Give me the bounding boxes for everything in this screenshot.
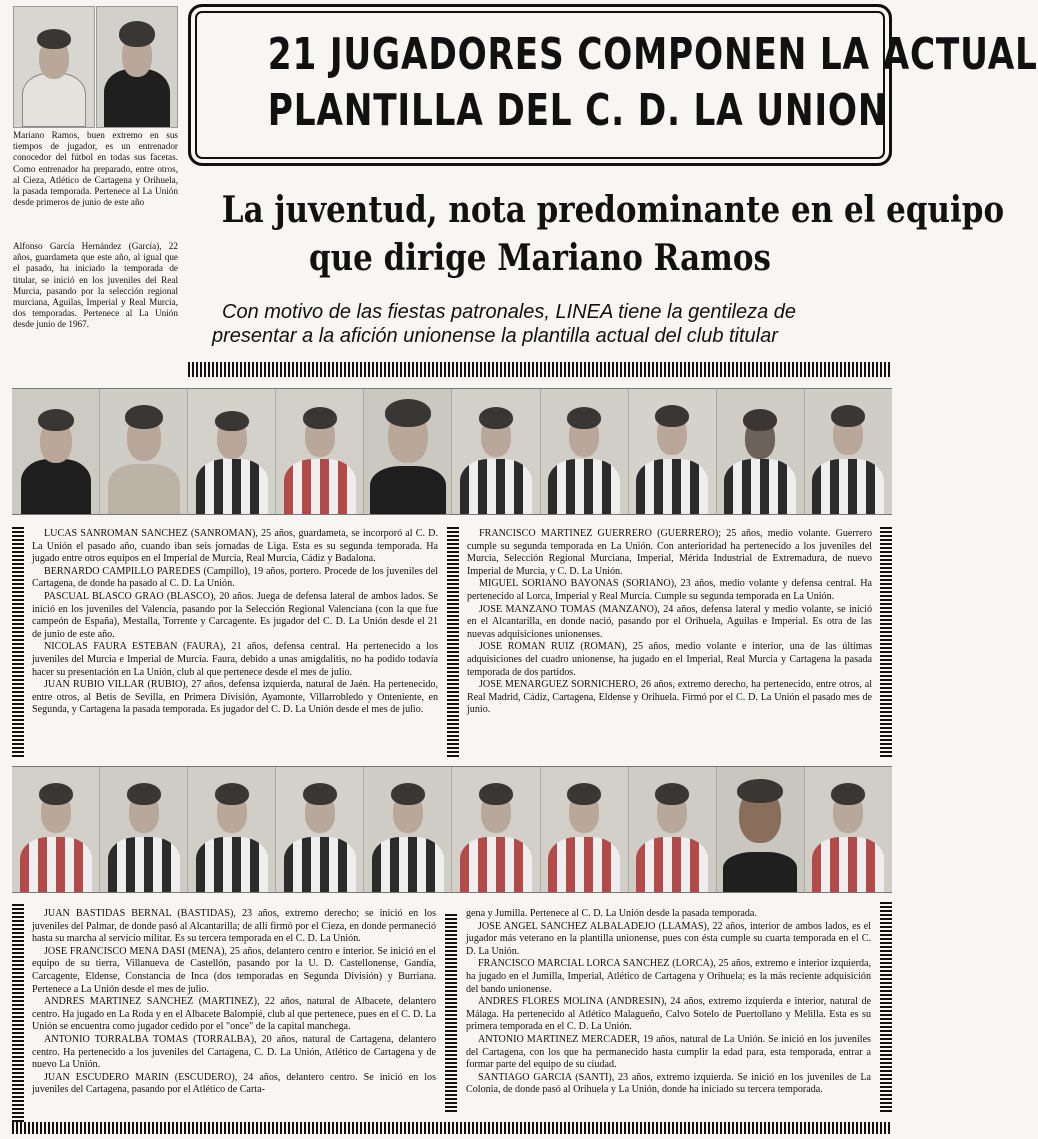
player-photo xyxy=(188,389,276,514)
player-photo xyxy=(541,767,629,892)
text-column xyxy=(32,528,438,717)
paragraph: ANDRES FLORES MOLINA (ANDRESIN), 24 años, extremo izquierda e interior, natural de Málaga. Ha pertenecido al Atlético Malagueño, Calvo Sotelo de Puertollano y Melilla. Esta es su primera temporada en el C. D. La Unión. xyxy=(466,996,871,1033)
paragraph: SANTIAGO GARCIA (SANTI), 23 años, extremo izquierda. Se inició en los juveniles de La Colonia, de donde pasó al Orihuela y La Unión, donde ha iniciado su tercera temporada. xyxy=(466,1071,871,1096)
paragraph: LUCAS SANROMAN SANCHEZ (SANROMAN), 25 años, guardameta, se incorporó al C. D. La Unión el pasado año, cuando iban seis jornadas de Liga. Esta es su segunda temporada. Ha jugado entre otros equipos en el Imperial de Murcia, Real Murcia, Cádiz y Badalona. xyxy=(32,528,438,565)
player-photo xyxy=(276,389,364,514)
player-photo xyxy=(100,767,188,892)
player-photo xyxy=(12,767,100,892)
paragraph: ANTONIO MARTINEZ MERCADER, 19 años, natural de La Unión. Se inició en los juveniles del Cartagena, con los que ha permanecido hasta cumplir la edad para, esta temporada, entrar a formar parte del equipo de su ciudad. xyxy=(466,1033,871,1071)
player-photo xyxy=(629,389,717,514)
intro-line-2: presentar a la afición unionense la plantilla actual del club titular xyxy=(212,325,778,347)
paragraph: JUAN RUBIO VILLAR (RUBIO), 27 años, defensa izquierda, natural de Jaén. Ha pertenecido, entre otros, al Betis de Sevilla, en Primera División, Ayamonte, Villarrobledo y Onteniente, en Segunda, y Cartagena la pasada temporada. Es jugador del C. D. La Unión desde el mes de julio. xyxy=(32,679,438,716)
subheadline-line-2: que dirige Mariano Ramos xyxy=(309,237,771,279)
paragraph: JOSE MENARGUEZ SORNICHERO, 26 años, extremo derecho, ha pertenecido, entre otros, al Real Madrid, Cádiz, Cartagena, Eldense y Orihuela. Firmó por el C. D. La Unión el pasado mes de junio. xyxy=(467,679,872,716)
paragraph: BERNARDO CAMPILLO PAREDES (Campillo), 19 años, portero. Procede de los juveniles del Cartagena, de donde ha pasado al C. D. La Unión. xyxy=(32,565,438,590)
paragraph: JOSE ROMAN RUIZ (ROMAN), 25 años, medio volante e interior, una de las últimas adquisiciones del cuadro unionense, ha jugado en el Imperial, Real Murcia y Cartagena la pasada temporada de dos partidos. xyxy=(467,641,872,678)
coach-photo xyxy=(13,6,95,128)
player-photo xyxy=(541,389,629,514)
player-photo xyxy=(364,389,452,514)
player-photo xyxy=(452,389,540,514)
photo-strip-bottom xyxy=(12,766,892,893)
paragraph: FRANCISCO MARTINEZ GUERRERO (GUERRERO); 25 años, medio volante. Guerrero cumple su segunda temporada en La Unión. Con anterioridad ha pertenecido a los juveniles del Murcia, Selección Regional Murciana, Imperial, Mérida Industrial de Extremadura, de nuevo Imperial de Murcia, y C. D. La Unión. xyxy=(467,528,872,577)
paragraph: NICOLAS FAURA ESTEBAN (FAURA), 21 años, defensa central. Ha pertenecido a los juveniles del Murcia e Imperial de Murcia. Faura, debido a unas amigdalitis, no ha podido todavía hacer su presentación en La Unión, club al que pertenece desde el mes de julio. xyxy=(32,641,438,678)
paragraph: JOSE MANZANO TOMAS (MANZANO), 24 años, defensa lateral y medio volante, se inició en el Alcantarilla, en donde nació, pasando por el Orihuela, Aguilas e Imperial. Es otra de las nuevas adquisiciones unionenses. xyxy=(467,603,872,640)
player-photo xyxy=(629,767,717,892)
paragraph: JOSE ANGEL SANCHEZ ALBALADEJO (LLAMAS), 22 años, interior de ambos lados, es el jugador más veterano en la plantilla unionense, pues con ésta cumple su cuarta temporada en el C. D. La Unión. xyxy=(466,920,871,957)
subheadline-line-1: La juventud, nota predominante en el equipo xyxy=(221,189,1005,231)
player-photo xyxy=(188,767,276,892)
headline-line-2: PLANTILLA DEL C. D. LA UNION xyxy=(267,85,888,136)
player-photo xyxy=(276,767,364,892)
coach-caption: Mariano Ramos, buen extremo en sus tiempos de jugador, es un entrenador conocedor del fútbol en todas sus facetas. Como entrenador ha preparado, entre otros, al Cieza, Atlético de Cartagena y Orihuela, la pasada temporada. Pertenece al La Unión desde primeros de junio de este año xyxy=(13,130,178,208)
player-photo xyxy=(12,389,100,514)
player-photo xyxy=(364,767,452,892)
paragraph: ANDRES MARTINEZ SANCHEZ (MARTINEZ), 22 años, natural de Albacete, delantero centro. Ha jugado en La Roda y en el Albacete Balompié, club al que pertenece, pues en el C. D. La Unión se encuentra como jugador cedido por el "once" de la capital manchega. xyxy=(32,996,436,1033)
column-rule-left xyxy=(12,525,24,757)
column-rule-right-2 xyxy=(880,902,892,1112)
text-column xyxy=(32,908,436,1097)
player-photo xyxy=(717,767,805,892)
player-photo xyxy=(100,389,188,514)
player-photo xyxy=(717,389,805,514)
column-rule-right xyxy=(880,525,892,757)
player-photo xyxy=(805,389,892,514)
paragraph: JOSE FRANCISCO MENA DASI (MENA), 25 años, delantero centro e interior. Se inició en el equipo de su tierra, Villanueva de Castellón, pasando por la U. D. Castellonense, Gandía, Carcagente, Eldense, Constancia de Inca (dos temporadas en Segunda División) y Burriana. Pertenece a La Unión desde el mes de julio. xyxy=(32,945,436,995)
goalkeeper-photo xyxy=(96,6,178,128)
text-column xyxy=(466,908,871,1097)
player-photo xyxy=(452,767,540,892)
intro-line-1: Con motivo de las fiestas patronales, LINEA tiene la gentileza de xyxy=(222,301,797,323)
divider-top xyxy=(188,362,892,377)
paragraph: FRANCISCO MARCIAL LORCA SANCHEZ (LORCA), 25 años, extremo e interior izquierda, ha jugado en el Jumilla, Imperial, Atlético de Cartagena y Orihuela; es la más reciente adquisición del bando unionense. xyxy=(466,958,871,995)
paragraph: JUAN ESCUDERO MARIN (ESCUDERO), 24 años, delantero centro. Se inició en los juveniles del Cartagena, pasando por el Atlético de Carta- xyxy=(32,1071,436,1096)
column-rule-mid-2 xyxy=(445,912,457,1112)
paragraph: gena y Jumilla. Pertenece al C. D. La Unión desde la pasada temporada. xyxy=(466,908,757,919)
headline-line-1: 21 JUGADORES COMPONEN LA ACTUAL xyxy=(267,29,1038,80)
paragraph: ANTONIO TORRALBA TOMAS (TORRALBA), 20 años, natural de Cartagena, delantero centro. Ha pertenecido a los juveniles del Cartagena, C. D. La Unión, Atlético de Cartagena y de nuevo La Unión. xyxy=(32,1033,436,1071)
paragraph: JUAN BASTIDAS BERNAL (BASTIDAS), 23 años, extremo derecho; se inició en los juveniles del Palmar, de donde pasó al Alcantarilla; de allí firmó por el Cieza, en donde permaneció hasta su marcha al servicio militar. Es su tercera temporada en el C. D. La Unión. xyxy=(32,908,436,945)
player-photo xyxy=(805,767,892,892)
column-rule-mid xyxy=(447,525,459,757)
paragraph: PASCUAL BLASCO GRAO (BLASCO), 20 años. Juega de defensa lateral de ambos lados. Se inició en los juveniles del Valencia, pasando por la Selección Regional Valenciana (con la que fue campeón de España), Mestalla, Torrente y Carcagente. Es jugador del C. D. La Unión desde el 21 de junio de este año. xyxy=(32,590,438,640)
goalkeeper-caption: Alfonso García Hernández (García), 22 años, guardameta que este año, al igual que el pasado, ha iniciado la temporada de titular, se inició en los juveniles del Real Murcia, pasando por la selección regional murciana, Aguilas, Imperial y Real Murcia, dos temporadas. Pertenece al La Unión desde junio de 1967. xyxy=(13,241,178,330)
column-rule-left-2 xyxy=(12,902,24,1130)
paragraph: MIGUEL SORIANO BAYONAS (SORIANO), 23 años, medio volante y defensa central. Ha pertenecido al Lorca, Imperial y Real Murcia. Cumple su segunda temporada en La Unión. xyxy=(467,578,872,602)
photo-strip-top xyxy=(12,388,892,515)
text-column xyxy=(467,528,872,717)
divider-bottom xyxy=(12,1122,892,1134)
headline-box xyxy=(188,4,1038,166)
